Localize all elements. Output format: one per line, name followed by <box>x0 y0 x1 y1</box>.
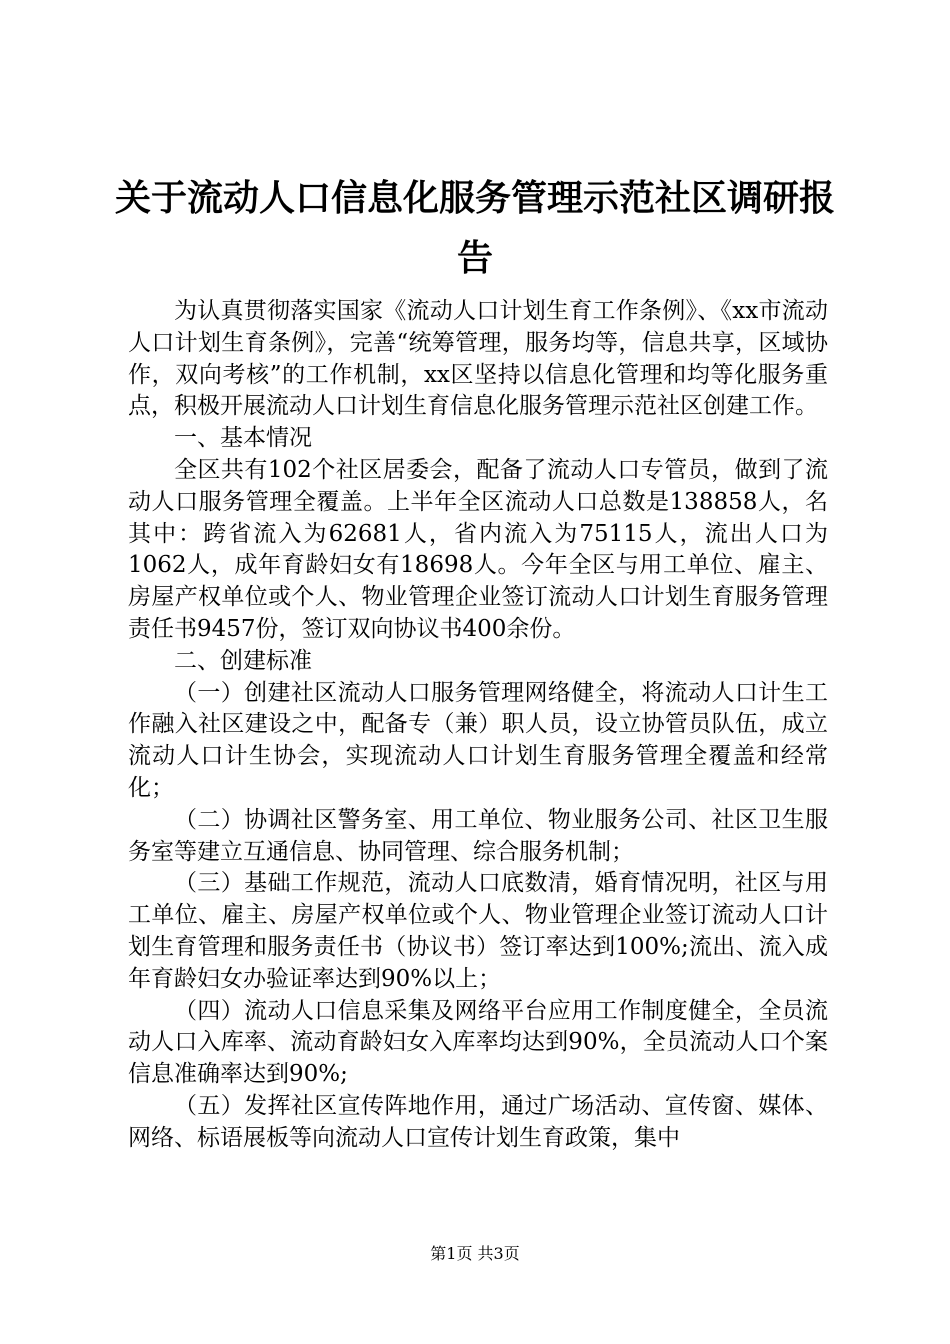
document-title: 关于流动人口信息化服务管理示范社区调研报告 <box>114 177 835 279</box>
standard-item-1: （一）创建社区流动人口服务管理网络健全，将流动人口计生工作融入社区建设之中，配备专（兼）职人员，设立协管员队伍，成立流动人口计生协会，实现流动人口计划生育服务管理全覆盖和经常化； <box>128 679 828 801</box>
page-footer: 第1页 共3页 <box>430 1244 520 1263</box>
intro-paragraph: 为认真贯彻落实国家《流动人口计划生育工作条例》、《xx市流动人口计划生育条例》，完善“统筹管理，服务均等，信息共享，区域协作，双向考核”的工作机制，xx区坚持以信息化管理和均等化服务重点，积极开展流动人口计划生育信息化服务管理示范社区创建工作。 <box>128 298 828 420</box>
standard-item-2: （二）协调社区警务室、用工单位、物业服务公司、社区卫生服务室等建立互通信息、协同管理、综合服务机制； <box>128 806 828 865</box>
basic-situation-paragraph: 全区共有102个社区居委会，配备了流动人口专管员，做到了流动人口服务管理全覆盖。上半年全区流动人口总数是138858人，名其中：跨省流入为62681人，省内流入为75115人，流出人口为1062人，成年育龄妇女有18698人。今年全区与用工单位、雇主、房屋产权单位或个人、物业管理企业签订流动人口计划生育服务管理责任书9457份，签订双向协议书400余份。 <box>128 456 828 642</box>
section-heading-standards: 二、创建标准 <box>174 647 312 674</box>
standard-item-4: （四）流动人口信息采集及网络平台应用工作制度健全，全员流动人口入库率、流动育龄妇女入库率均达到90%，全员流动人口个案信息准确率达到90%; <box>128 997 828 1088</box>
standard-item-5: （五）发挥社区宣传阵地作用，通过广场活动、宣传窗、媒体、网络、标语展板等向流动人口宣传计划生育政策，集中 <box>128 1092 828 1151</box>
section-heading-basic-situation: 一、基本情况 <box>174 425 312 452</box>
document-body <box>128 296 828 1155</box>
standard-item-3: （三）基础工作规范，流动人口底数清，婚育情况明，社区与用工单位、雇主、房屋产权单位或个人、物业管理企业签订流动人口计划生育管理和服务责任书（协议书）签订率达到100%;流出、流入成年育龄妇女办验证率达到90%以上； <box>128 870 828 992</box>
